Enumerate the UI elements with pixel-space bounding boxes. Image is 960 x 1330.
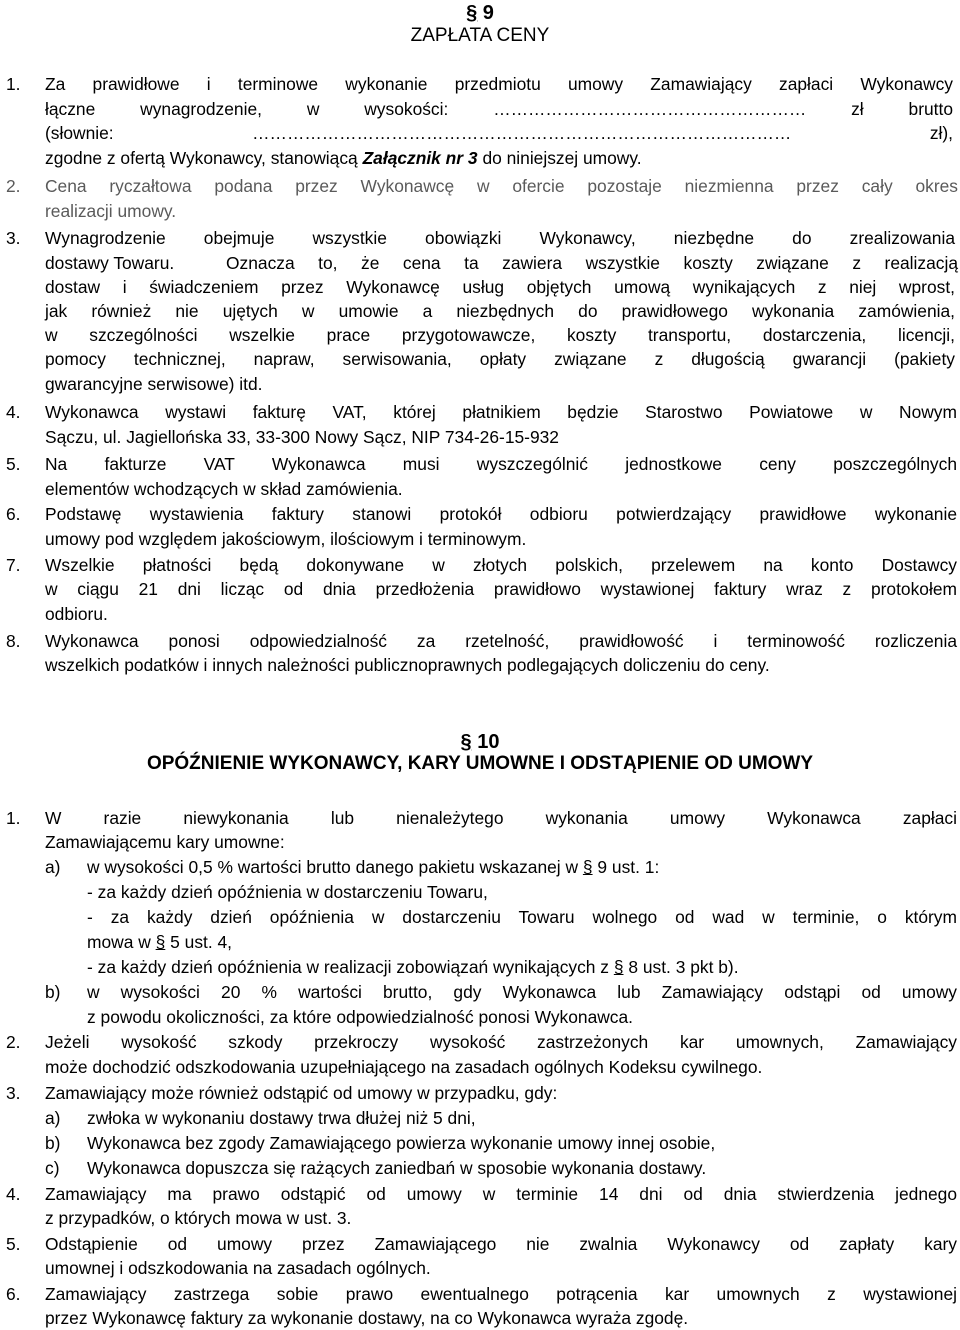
section-9-title: ZAPŁATA CENY (410, 25, 550, 46)
item-line: Zamawiający może również odstąpić od umowy w przypadku, gdy: (45, 1083, 558, 1103)
item-line: umowy pod względem jakościowym, ilościowym i terminowym. (45, 529, 527, 549)
item-line (87, 855, 659, 879)
item-number: 3. (6, 228, 21, 248)
item-line: Odstąpienie od umowy przez Zamawiającego nie zwalnia Wykonawcy od zapłaty kary (45, 1234, 957, 1254)
item-line: gwarancyjne serwisowe) itd. (45, 374, 263, 394)
paragraph-sign: § (460, 731, 472, 753)
item-line: - za każdy dzień opóźnienia w dostarczeniu Towaru wolnego od wad w terminie, o którym (87, 907, 957, 927)
paragraph-sign: § (613, 957, 624, 977)
item-line: Wynagrodzenie obejmuje wszystkie obowiązki Wykonawcy, niezbędne do zrealizowania (45, 228, 955, 248)
paragraph-sign: § (582, 857, 593, 877)
attachment-reference: Załącznik nr 3 (362, 148, 478, 168)
item-line: Zamawiającemu kary umowne: (45, 832, 285, 852)
paragraph-sign: § (466, 2, 478, 24)
item-number: 8. (6, 631, 21, 651)
item-number: 1. (6, 808, 21, 828)
text: - za każdy dzień opóźnienia w realizacji zobowiązań wynikających z (87, 957, 609, 977)
item-line: (słownie: ………………………………………………………………………………… zł), (45, 123, 953, 143)
item-line: dostawy Towaru. (45, 253, 175, 273)
subitem-letter: b) (45, 982, 61, 1002)
item-line: realizacji umowy. (45, 201, 177, 221)
item-line: Wykonawca bez zgody Zamawiającego powierza wykonanie umowy innej osobie, (87, 1133, 716, 1153)
subitem-letter: b) (45, 1133, 61, 1153)
item-line: pomocy technicznej, napraw, serwisowania, opłaty związane z długością gwarancji (pakiety (45, 349, 955, 369)
item-number: 6. (6, 1284, 21, 1304)
item-line: przez Wykonawcę faktury za wykonanie dostawy, na co Wykonawca wyraża zgodę. (45, 1308, 689, 1328)
item-line: wszelkich podatków i innych należności publicznoprawnych podlegających doliczeniu do ceny. (45, 655, 770, 675)
item-number: 2. (6, 176, 21, 196)
text: 8 ust. 3 pkt b). (628, 957, 739, 977)
item-line: Sączu, ul. Jagiellońska 33, 33-300 Nowy Sącz, NIP 734-26-15-932 (45, 427, 559, 447)
item-line: Cena ryczałtowa podana przez Wykonawcę w ofercie pozostaje niezmienna przez cały okres (45, 176, 958, 196)
item-line: może dochodzić odszkodowania uzupełniającego na zasadach ogólnych Kodeksu cywilnego. (45, 1057, 763, 1077)
item-line: umownej i odszkodowania na zasadach ogólnych. (45, 1258, 431, 1278)
item-line: elementów wchodzących w skład zamówienia. (45, 479, 403, 499)
item-line: W razie niewykonania lub nienależytego wykonania umowy Wykonawca zapłaci (45, 808, 957, 828)
item-line: z przypadków, o których mowa w ust. 3. (45, 1208, 352, 1228)
item-line: jak również nie ujętych w umowie a niezbędnych do prawidłowego wykonania zamówienia, (45, 301, 955, 321)
item-line: z powodu okoliczności, za które odpowiedzialność ponosi Wykonawca. (87, 1007, 634, 1027)
item-number: 2. (6, 1032, 21, 1052)
item-number: 5. (6, 1234, 21, 1254)
text: w wysokości 0,5 % wartości brutto danego pakietu wskazanej w (87, 857, 579, 877)
item-number: 7. (6, 555, 21, 575)
item-line: w wysokości 20 % wartości brutto, gdy Wykonawca lub Zamawiający odstąpi od umowy (87, 982, 957, 1002)
item-line: zwłoka w wykonaniu dostawy trwa dłużej niż 5 dni, (87, 1108, 476, 1128)
subitem-letter: a) (45, 1108, 61, 1128)
item-line: Wykonawca ponosi odpowiedzialność za rzetelność, prawidłowość i terminowość rozliczenia (45, 631, 957, 651)
item-number: 6. (6, 504, 21, 524)
item-line: odbioru. (45, 604, 108, 624)
text: 9 ust. 1: (597, 857, 660, 877)
item-line: w ciągu 21 dni licząc od dnia przedłożenia prawidłowo wystawionej faktury wraz z protokołem (45, 579, 957, 599)
text: do niniejszej umowy. (482, 148, 642, 168)
item-line: Wykonawca dopuszcza się rażących zaniedbań w sposobie wykonania dostawy. (87, 1158, 707, 1178)
section-10-title: OPÓŹNIENIE WYKONAWCY, KARY UMOWNE I ODSTĄPIENIE OD UMOWY (146, 753, 814, 774)
item-line: w szczególności wszelkie prace przygotowawcze, koszty transportu, dostarczenia, licencji, (45, 325, 955, 345)
item-number: 3. (6, 1083, 21, 1103)
item-line: łączne wynagrodzenie, w wysokości: ……………………………………………… zł brutto (45, 99, 953, 119)
section-number: 9 (482, 2, 494, 24)
item-line: Wykonawca wystawi fakturę VAT, której płatnikiem będzie Starostwo Powiatowe w Nowym (45, 402, 957, 422)
item-number: 4. (6, 1184, 21, 1204)
item-number: 1. (6, 74, 21, 94)
item-line: - za każdy dzień opóźnienia w dostarczeniu Towaru, (87, 882, 488, 902)
subitem-letter: c) (45, 1158, 60, 1178)
item-line: Podstawę wystawienia faktury stanowi protokół odbioru potwierdzający prawidłowe wykonanie (45, 504, 957, 524)
item-line: Za prawidłowe i terminowe wykonanie przedmiotu umowy Zamawiający zapłaci Wykonawcy (45, 74, 953, 94)
item-line (87, 930, 232, 954)
section-10-number (0, 731, 960, 753)
item-line: Oznacza to, że cena ta zawiera wszystkie koszty związane z realizacją (226, 253, 958, 273)
section-9-number (0, 2, 960, 24)
item-line: Na fakturze VAT Wykonawca musi wyszczególnić jednostkowe ceny poszczególnych (45, 454, 957, 474)
subitem-letter: a) (45, 857, 61, 877)
paragraph-sign: § (155, 932, 166, 952)
item-line: Zamawiający zastrzega sobie prawo ewentualnego potrącenia kar umownych z wystawionej (45, 1284, 957, 1304)
item-line (87, 955, 739, 979)
item-line: dostaw i świadczeniem przez Wykonawcę usług objętych umową wynikających z niej wprost, (45, 277, 955, 297)
item-number: 4. (6, 402, 21, 422)
item-line: Wszelkie płatności będą dokonywane w złotych polskich, przelewem na konto Dostawcy (45, 555, 957, 575)
text: mowa w (87, 932, 151, 952)
item-line: Zamawiający ma prawo odstąpić od umowy w terminie 14 dni od dnia stwierdzenia jednego (45, 1184, 957, 1204)
section-number: 10 (477, 731, 500, 753)
item-line (45, 146, 642, 170)
text: zgodne z ofertą Wykonawcy, stanowiącą (45, 148, 358, 168)
text: 5 ust. 4, (170, 932, 233, 952)
item-line: Jeżeli wysokość szkody przekroczy wysokość zastrzeżonych kar umownych, Zamawiający (45, 1032, 957, 1052)
item-number: 5. (6, 454, 21, 474)
